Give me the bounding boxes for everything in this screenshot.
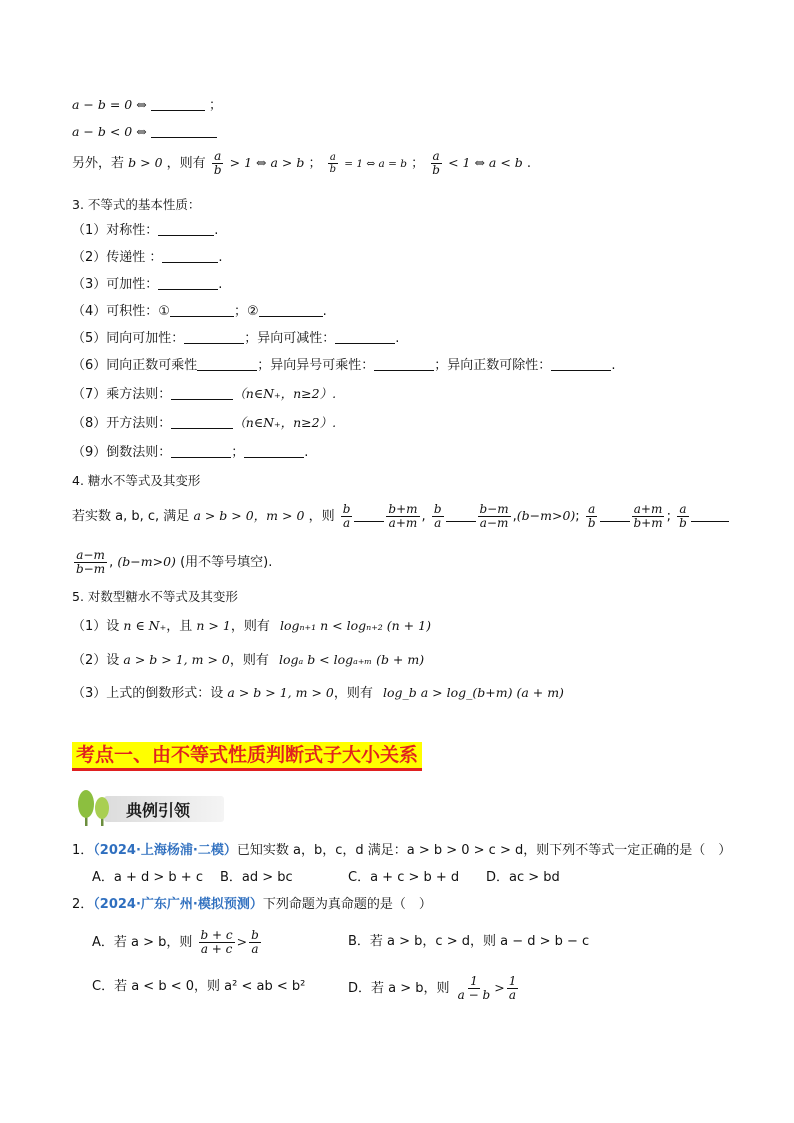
prop-5: （5）同向可加性： ；异向可减性： . [72, 331, 400, 346]
fraction-a-over-b: $\frac{a}{b}$ [213, 149, 222, 177]
heading-sugar-inequality: 4. 糖水不等式及其变形 [72, 473, 201, 488]
blank [151, 97, 205, 111]
blank [354, 511, 384, 522]
q2-option-c[interactable]: C．若 a < b < 0，则 a² < ab < b² [92, 979, 306, 994]
question-2: 2．（2024·广东广州·模拟预测）下列命题为真命题的是（ ） [72, 897, 432, 912]
q1-option-d[interactable]: D．ac > bd [486, 870, 560, 885]
fraction-bpm-over-apm: $\frac{b+m}{a+m}$ [388, 502, 418, 530]
q1-option-a[interactable]: A．a + d > b + c [92, 870, 203, 885]
prop-3: （3）可加性： . [72, 277, 223, 292]
fraction-amm-over-bmm: $\frac{a-m}{b-m}$ [76, 548, 106, 576]
q2-option-d[interactable]: D．若 a > b，则 $\frac{1}{a - b}$ > $\frac{1}{a}$ [348, 974, 517, 1002]
fraction-a-over-b: $\frac{a}{b}$ [679, 502, 687, 530]
prop-7: （7）乘方法则： （n∈N₊，n≥2）. [72, 386, 337, 402]
fraction-1-over-a-minus-b: $\frac{1}{a - b}$ [457, 974, 491, 1002]
tree-icon [74, 788, 118, 828]
fraction-b-over-a: $\frac{b}{a}$ [342, 502, 351, 530]
heading-basic-properties: 3. 不等式的基本性质： [72, 197, 201, 212]
sugar-line-2: $\frac{a-m}{b-m}$ , (b−m>0) (用不等号填空). [76, 548, 273, 576]
fraction-b-over-a: $\frac{b}{a}$ [433, 502, 442, 530]
sugar-line-1: 若实数 a, b, c, 满足 a > b > 0，m > 0 ，则 $\frac{b}{a}$ $\frac{b+m}{a+m}$ , $\frac{b}{a}$ $\frac{b-m}{a-m}$ ,(b−m>0); $\frac{a}{b}$ $\frac{a+m}{b+m}$ ; $\frac{a}{b}$ [72, 498, 729, 535]
prop-4: （4）可积性：① ；② . [72, 304, 327, 319]
fraction-a-over-b: $\frac{a}{b}$ [329, 152, 337, 175]
prop-2: （2）传递性 ： . [72, 250, 223, 265]
fraction-a-over-b: $\frac{a}{b}$ [432, 149, 440, 177]
fraction-apm-over-bpm: $\frac{a+m}{b+m}$ [633, 502, 663, 530]
example-banner [74, 788, 226, 828]
blank [600, 511, 630, 522]
fraction-bmm-over-amm: $\frac{b-m}{a-m}$ [479, 502, 509, 530]
line-ratio-compare: 另外，若 b > 0 ，则有 $\frac{a}{b}$ > 1 ⇔ a > b ； $\frac{a}{b}$ = 1 ⇔ a = b ； $\frac{a}{b}$ < 1 ⇔ a < b . [72, 149, 532, 177]
blank [551, 357, 611, 371]
blank [446, 511, 476, 522]
fraction-bc-over-ac: $\frac{b + c}{a + c}$ [200, 928, 233, 956]
blank [171, 386, 233, 400]
blank [151, 124, 217, 138]
blank [259, 303, 323, 317]
q1-option-b[interactable]: B．ad > bc [220, 870, 293, 885]
fraction-1-over-a: $\frac{1}{a}$ [508, 974, 517, 1002]
log-line-2: （2）设 a > b > 1, m > 0，则有 logₐ b < logₐ₊ₘ (b + m) [72, 652, 425, 668]
blank [335, 330, 395, 344]
blank [184, 330, 244, 344]
blank [197, 357, 257, 371]
section-title: 考点一、由不等式性质判断式子大小关系 [72, 742, 422, 771]
blank [244, 444, 304, 458]
fraction-a-over-b: $\frac{a}{b}$ [587, 502, 596, 530]
blank [158, 276, 218, 290]
q2-option-b[interactable]: B．若 a > b，c > d，则 a − d > b − c [348, 934, 590, 949]
banner-label: 典例引领 [126, 801, 191, 820]
line-a-minus-b-eq: a − b = 0 ⇔ ； [72, 97, 222, 113]
prop-8: （8）开方法则： （n∈N₊，n≥2）. [72, 415, 337, 431]
prop-9: （9）倒数法则： ； . [72, 445, 309, 460]
q1-option-c[interactable]: C．a + c > b + d [348, 870, 460, 885]
blank [374, 357, 434, 371]
blank [691, 511, 729, 522]
line-a-minus-b-lt: a − b < 0 ⇔ [72, 123, 217, 142]
blank [170, 303, 234, 317]
fraction-b-over-a: $\frac{b}{a}$ [251, 928, 259, 956]
log-line-1: （1）设 n ∈ N₊，且 n > 1，则有 logₙ₊₁ n < logₙ₊₂ (n + 1) [72, 618, 431, 634]
heading-log-sugar: 5. 对数型糖水不等式及其变形 [72, 589, 238, 604]
q2-option-a[interactable]: A．若 a > b，则 $\frac{b + c}{a + c}$ > $\frac{b}{a}$ [92, 928, 259, 956]
question-1: 1．（2024·上海杨浦·二模）已知实数 a，b，c，d 满足：a > b > 0 > c > d，则下列不等式一定正确的是（ ） [72, 843, 732, 858]
blank [162, 249, 218, 263]
prop-6: （6）同向正数可乘性 ；异向异号可乘性： ；异向正数可除性： . [72, 358, 616, 373]
blank [171, 415, 233, 429]
blank [171, 444, 231, 458]
prop-1: （1）对称性： . [72, 223, 219, 238]
log-line-3: （3）上式的倒数形式：设 a > b > 1, m > 0，则有 log_b a > log_(b+m) (a + m) [72, 685, 564, 701]
blank [158, 222, 214, 236]
